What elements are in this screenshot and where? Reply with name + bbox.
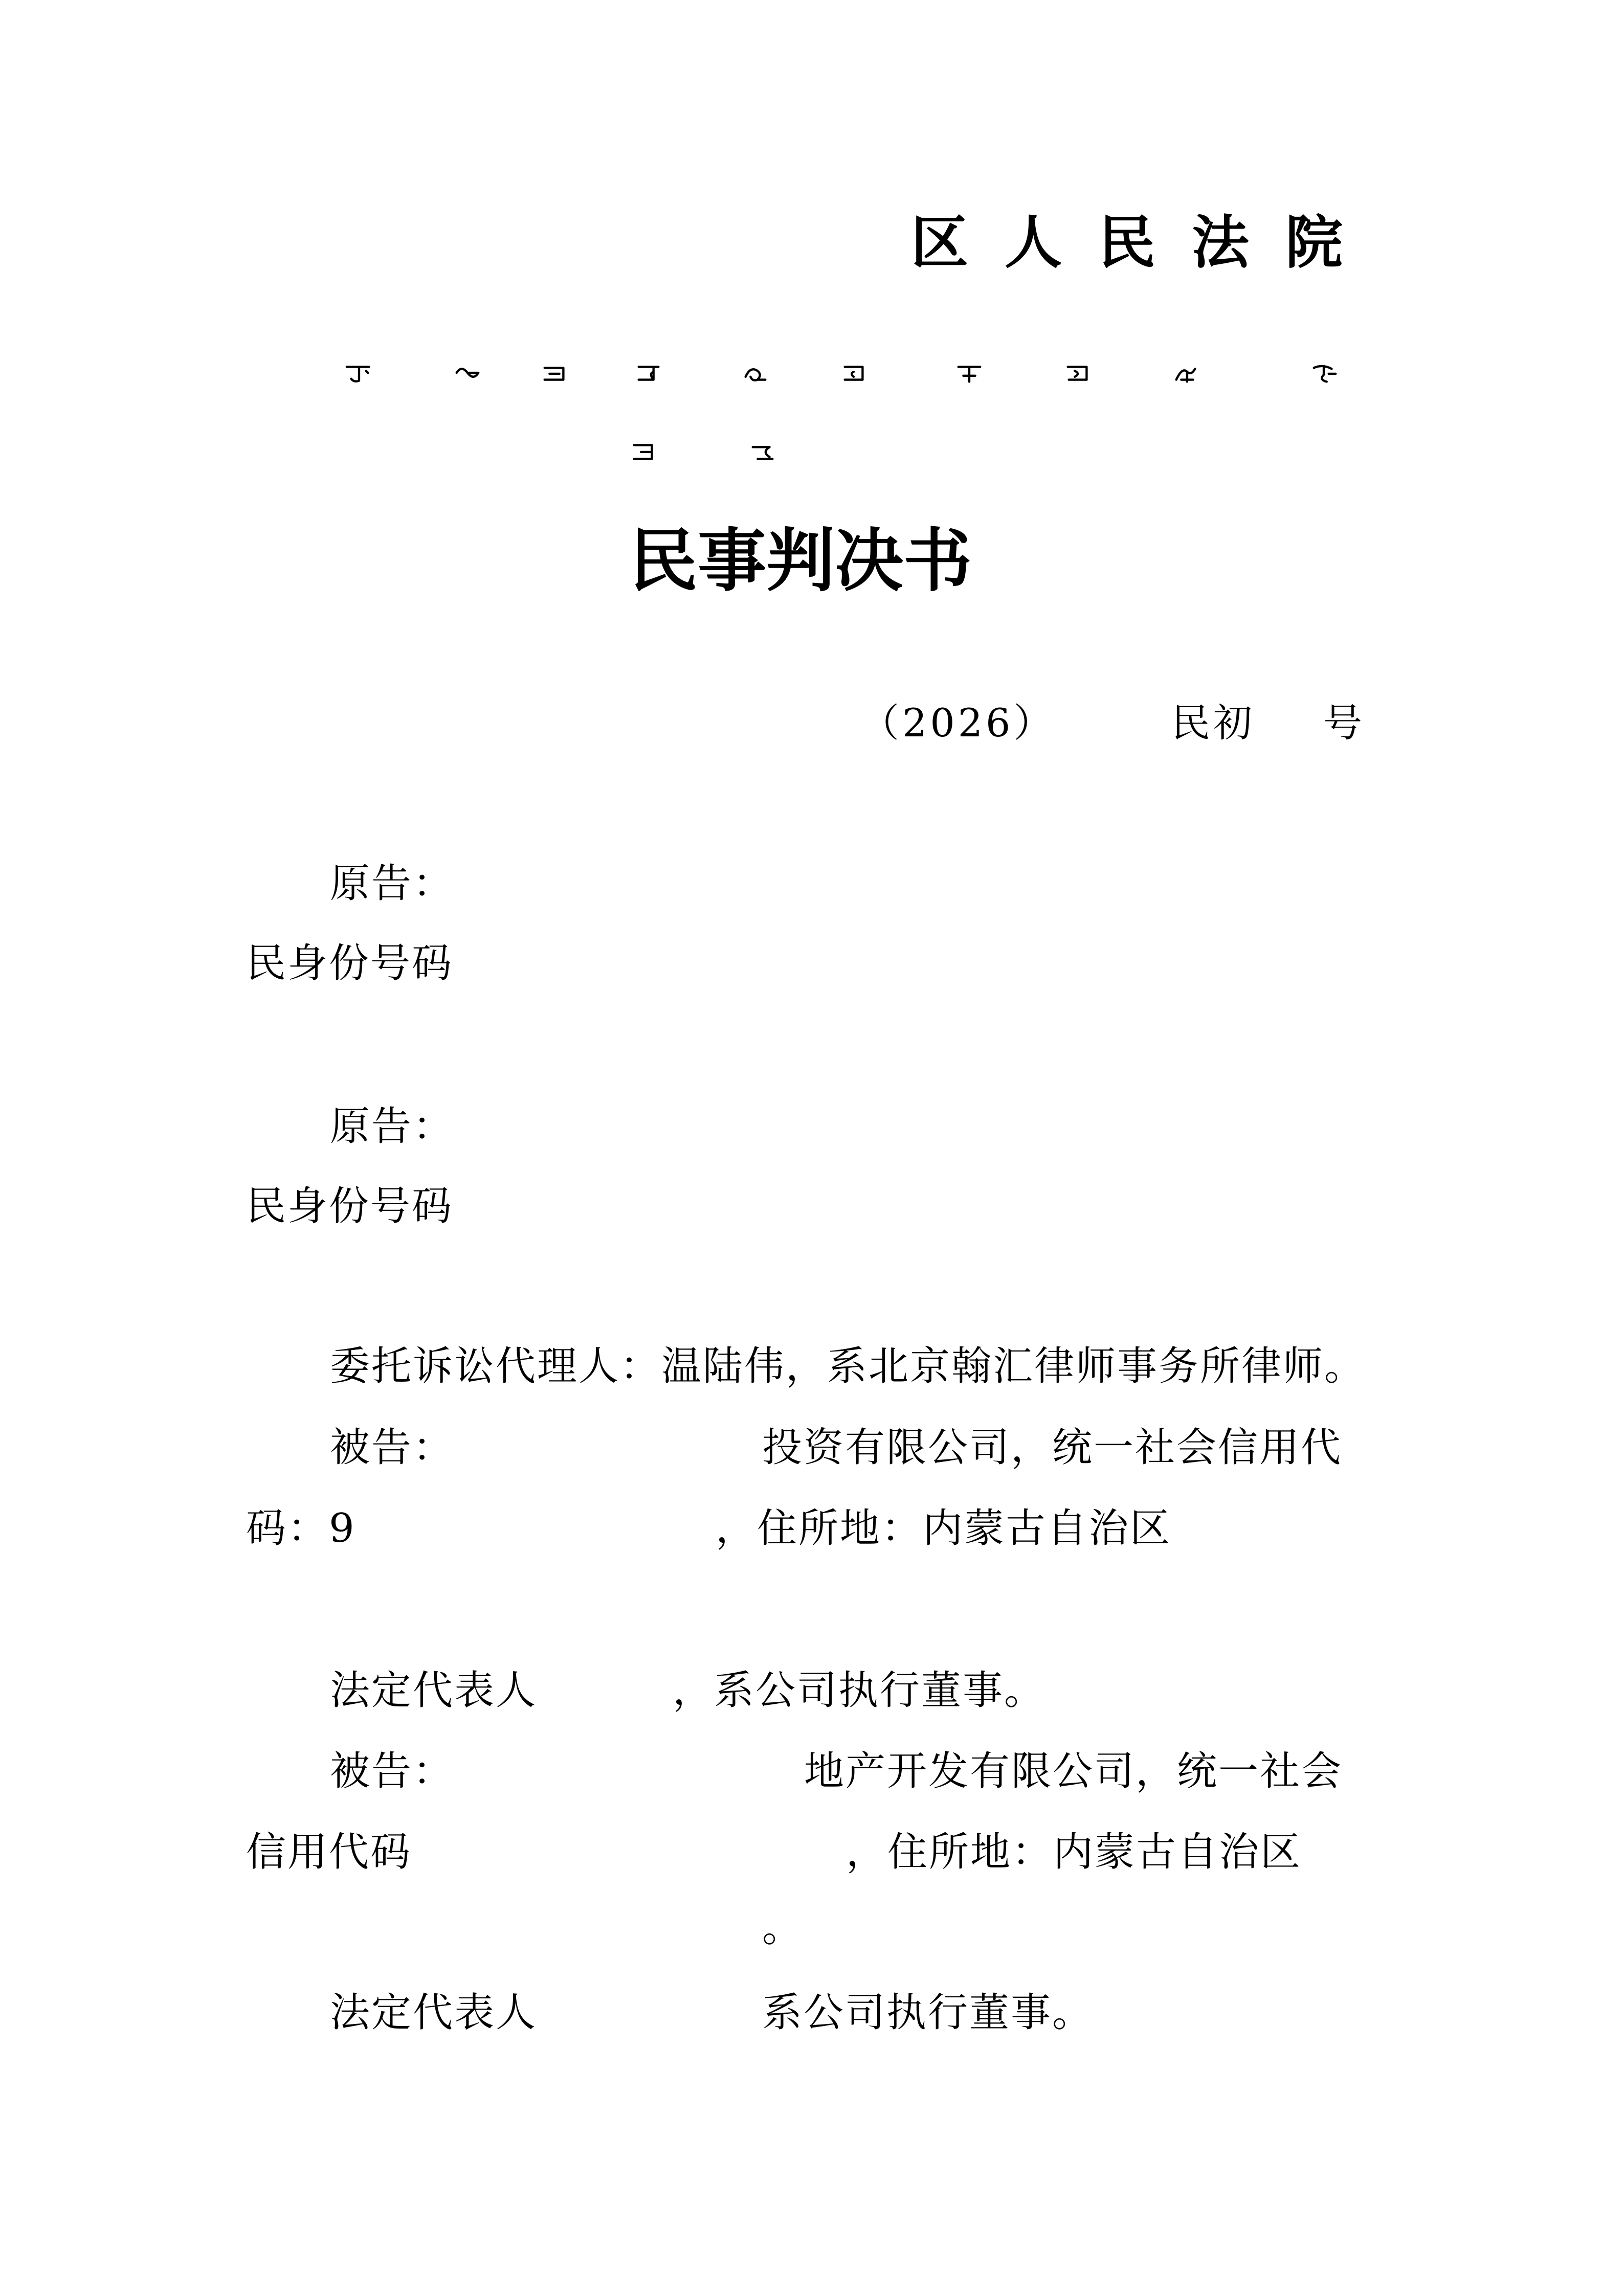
plaintiff-id-label: 民身份号码	[246, 940, 454, 986]
mongolian-glyph	[1171, 362, 1201, 385]
mongolian-glyph	[344, 362, 374, 385]
defendant-label: 被告：	[330, 1748, 455, 1794]
plaintiff-id-label: 民身份号码	[246, 1183, 454, 1229]
legal-rep-label: 法定代表人	[330, 1668, 538, 1714]
mongolian-glyph	[629, 440, 659, 463]
plaintiff-label: 原告：	[330, 1104, 455, 1150]
document-title: 民事判决书	[629, 521, 972, 601]
defendant-name: 地产开发有限公司，统一社会	[804, 1748, 1343, 1794]
mongolian-glyph	[1309, 362, 1339, 385]
mongolian-glyph	[839, 362, 869, 385]
defendant-label: 被告：	[330, 1425, 455, 1471]
mongolian-glyph	[748, 440, 777, 463]
defendant-address-end: 。	[762, 1905, 804, 1951]
legal-rep-label: 法定代表人	[330, 1990, 538, 2036]
court-name-title: 区 人 民 法 院	[911, 209, 1351, 276]
plaintiff-label: 原告：	[330, 861, 455, 907]
mongolian-glyph	[453, 362, 482, 385]
case-number-type: 民初	[1171, 700, 1255, 746]
mongolian-glyph	[540, 362, 569, 385]
mongolian-glyph	[954, 362, 984, 385]
litigation-agent: 委托诉讼代理人：温陆伟，系北京翰汇律师事务所律师。	[330, 1343, 1366, 1389]
legal-rep-role: 系公司执行董事。	[762, 1990, 1094, 2036]
defendant-credit-code: 码：9	[246, 1505, 356, 1551]
defendant-address: ，住所地：内蒙古自治区	[716, 1505, 1172, 1551]
mongolian-glyph	[1063, 362, 1093, 385]
defendant-credit-code: 信用代码	[246, 1829, 412, 1875]
mongolian-glyph	[634, 362, 663, 385]
defendant-name: 投资有限公司，统一社会信用代	[762, 1425, 1343, 1471]
legal-rep-role: ，系公司执行董事。	[673, 1668, 1046, 1714]
case-number-year: （2026）	[860, 700, 1056, 746]
case-number-suffix: 号	[1323, 700, 1365, 746]
mongolian-glyph	[741, 362, 770, 385]
defendant-address: ，住所地：内蒙古自治区	[846, 1829, 1302, 1875]
